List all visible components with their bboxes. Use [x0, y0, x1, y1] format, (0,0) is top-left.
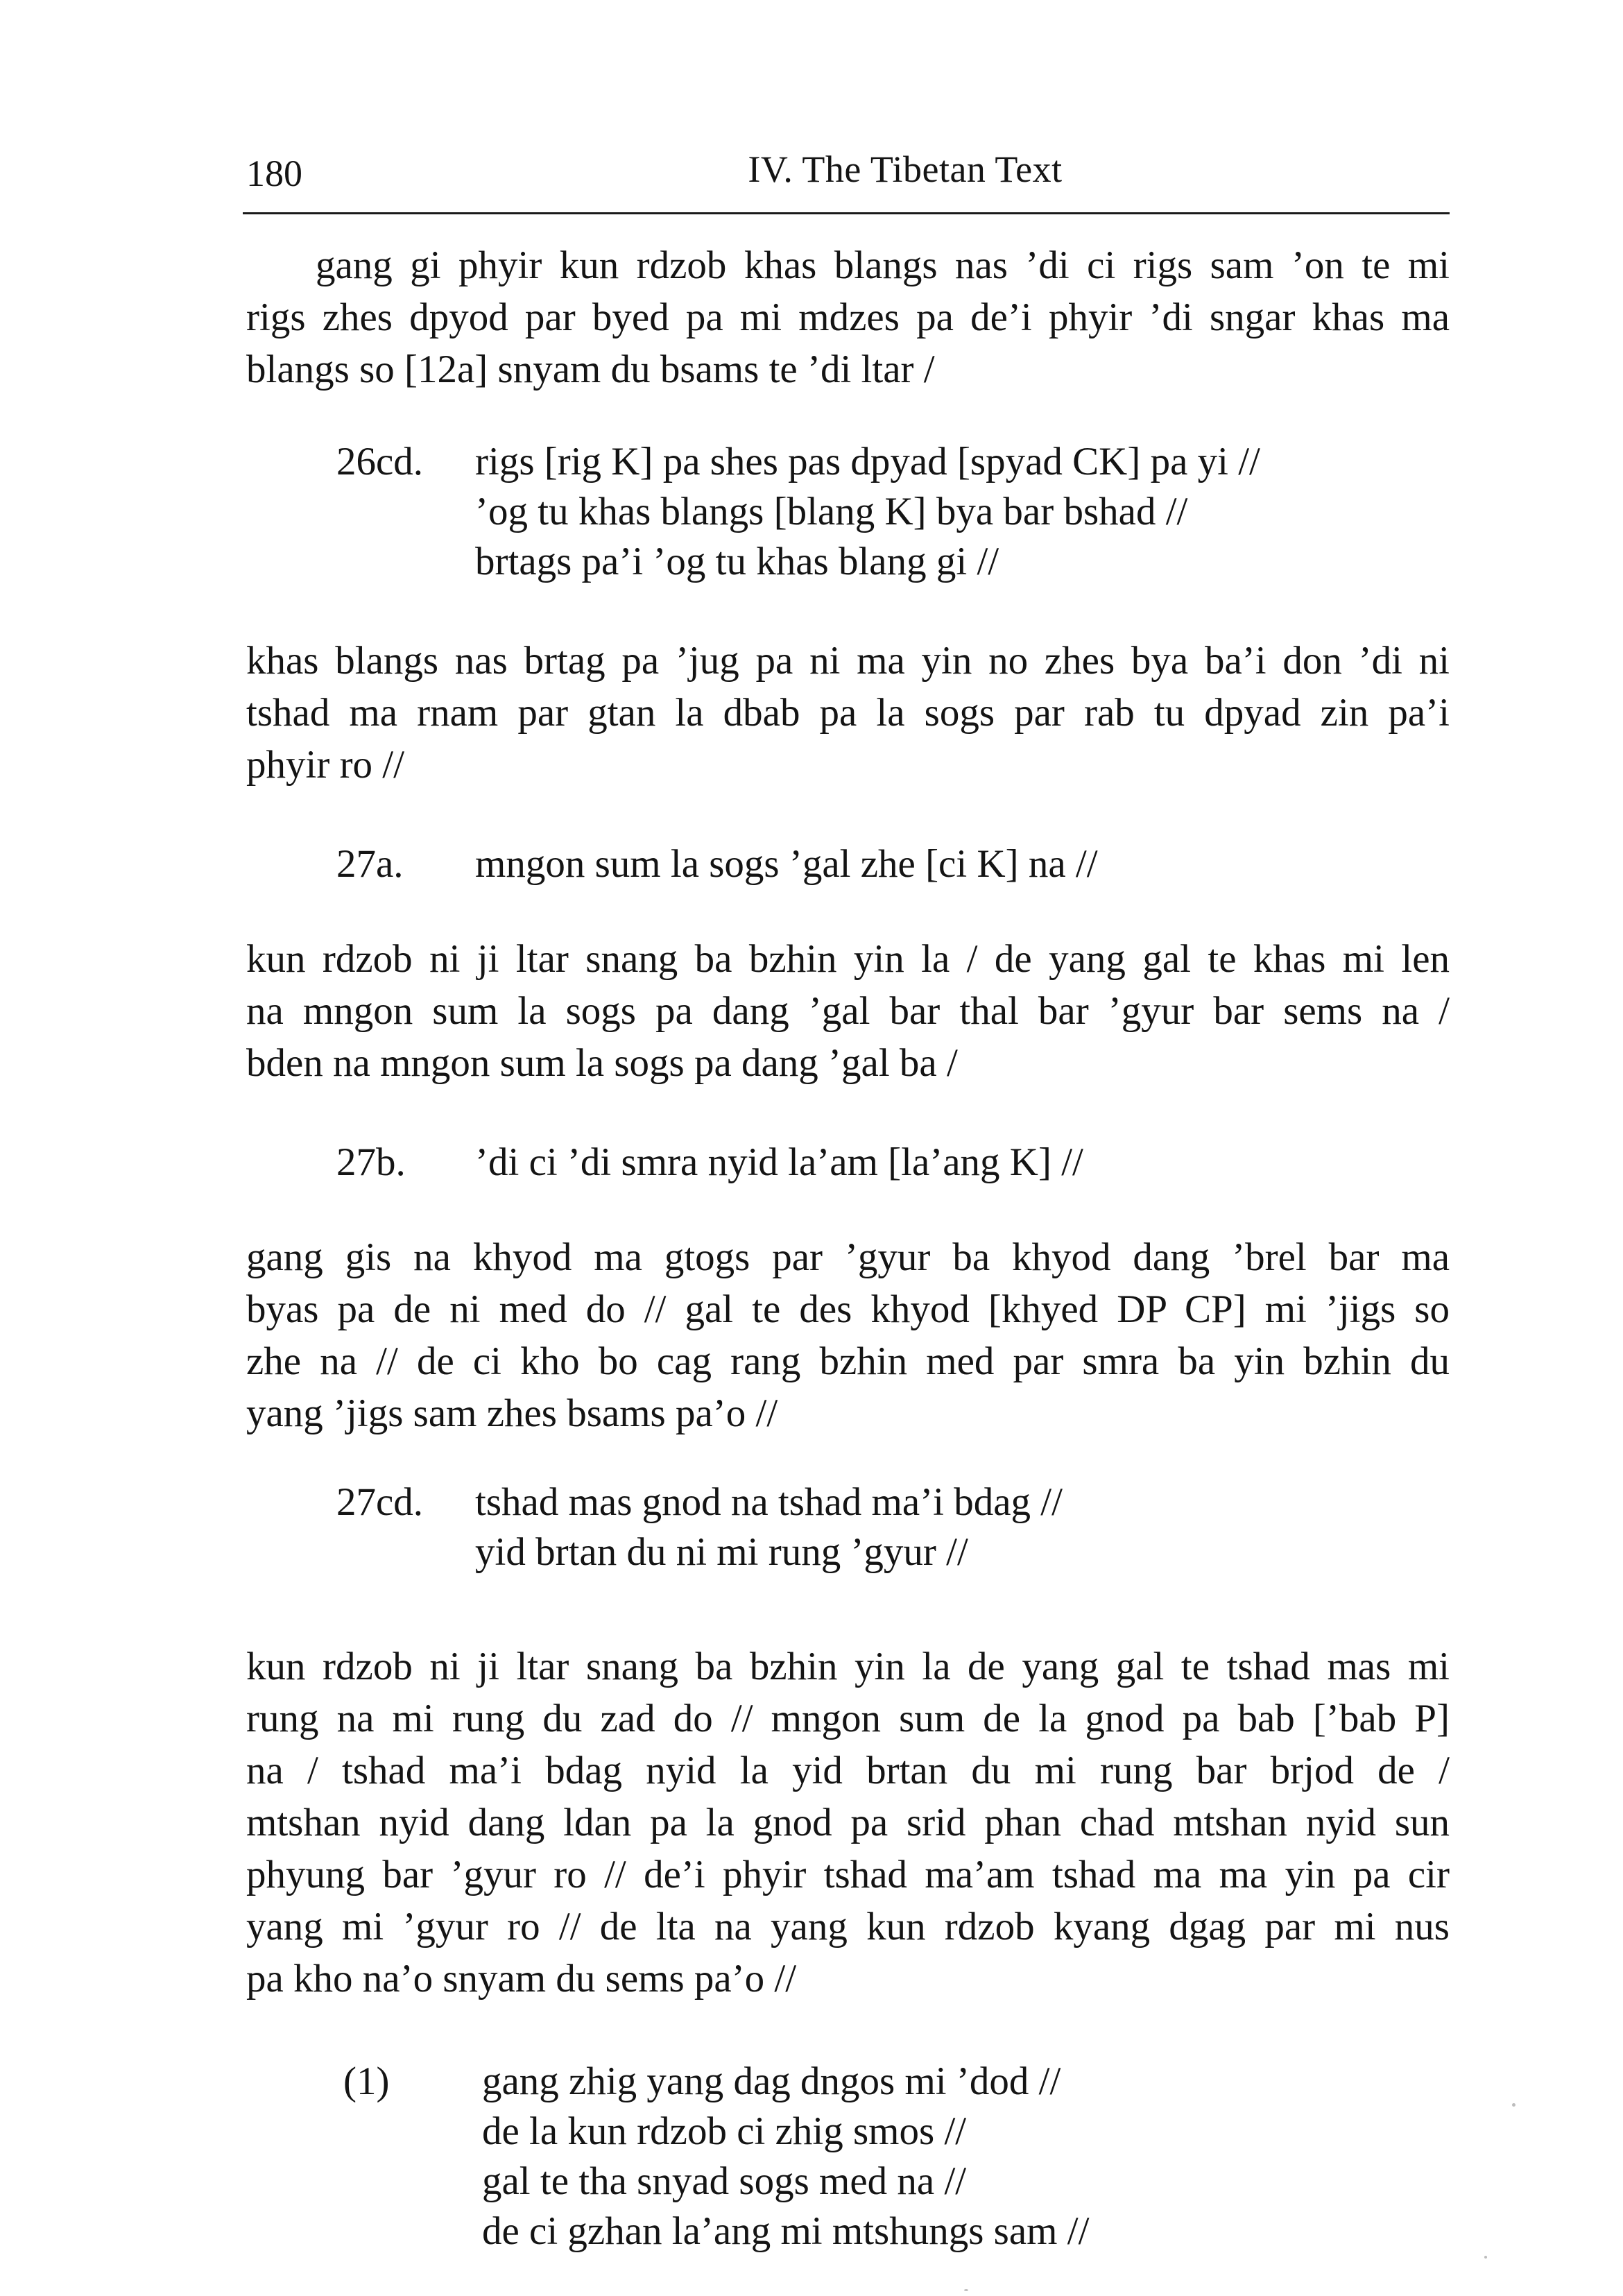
verse-line: de la kun rdzob ci zhig smos // [482, 2109, 967, 2153]
verse-line: tshad mas gnod na tshad ma’i bdag // [475, 1480, 1063, 1524]
paragraph-line: khas blangs nas brtag pa ’jug pa ni ma yin no zhes bya ba’i don ’di ni [246, 639, 1450, 683]
scan-speck [1512, 2103, 1515, 2107]
paragraph-line: bden na mngon sum la sogs pa dang ’gal ba / [246, 1041, 958, 1085]
paragraph-3 [246, 933, 1450, 1089]
paragraph-line: na / tshad ma’i bdag nyid la yid brtan du mi rung bar brjod de / [246, 1749, 1450, 1792]
paragraph-line: gang gis na khyod ma gtogs par ’gyur ba khyod dang ’brel bar ma [246, 1235, 1450, 1279]
paragraph-line: pa kho na’o snyam du sems pa’o // [246, 1957, 797, 2001]
verse-line: mngon sum la sogs ’gal zhe [ci K] na // [475, 842, 1098, 886]
paragraph-line: na mngon sum la sogs pa dang ’gal bar thal bar ’gyur bar sems na / [246, 989, 1450, 1033]
page-header [246, 146, 1450, 215]
paragraph-line: kun rdzob ni ji ltar snang ba bzhin yin la de yang gal te tshad mas mi [246, 1645, 1450, 1688]
paragraph-line: rung na mi rung du zad do // mngon sum de la gnod pa bab [’bab P] [246, 1697, 1450, 1740]
scan-speck [1484, 2256, 1487, 2259]
paragraph-line: phyir ro // [246, 743, 404, 787]
paragraph-line: byas pa de ni med do // gal te des khyod [khyed DP CP] mi ’jigs so [246, 1287, 1450, 1331]
paragraph-line: phyung bar ’gyur ro // de’i phyir tshad ma’am tshad ma ma yin pa cir [246, 1853, 1450, 1896]
verse-lines [475, 437, 1260, 587]
paragraph-line: tshad ma rnam par gtan la dbab pa la sogs par rab tu dpyad zin pa’i [246, 691, 1450, 735]
verse-number: 27a. [336, 842, 404, 886]
paragraph-line: blangs so [12a] snyam du bsams te ’di ltar / [246, 348, 935, 391]
paragraph-line: yang mi ’gyur ro // de lta na yang kun rdzob kyang dgag par mi nus [246, 1905, 1450, 1948]
verse-line: gang zhig yang dag dngos mi ’dod // [482, 2059, 1061, 2103]
verse-line: gal te tha snyad sogs med na // [482, 2159, 967, 2203]
paragraph-1 [246, 239, 1450, 395]
paragraph-2 [246, 635, 1450, 791]
verse-line: brtags pa’i ’og tu khas blang gi // [475, 540, 999, 583]
paragraph-line: mtshan nyid dang ldan pa la gnod pa srid phan chad mtshan nyid sun [246, 1801, 1450, 1844]
verse-number: 27b. [336, 1140, 406, 1184]
paragraph-4 [246, 1231, 1450, 1439]
verse-number: 26cd. [336, 440, 424, 483]
paragraph-line: kun rdzob ni ji ltar snang ba bzhin yin la / de yang gal te khas mi len [246, 937, 1450, 981]
verse-line: ’di ci ’di smra nyid la’am [la’ang K] // [475, 1140, 1083, 1184]
paragraph-line: gang gi phyir kun rdzob khas blangs nas ’di ci rigs sam ’on te mi [316, 243, 1450, 287]
verse-number: (1) [343, 2059, 390, 2103]
verse-lines [475, 1138, 1083, 1188]
paragraph-line: yang ’jigs sam zhes bsams pa’o // [246, 1391, 778, 1435]
verse-line: yid brtan du ni mi rung ’gyur // [475, 1530, 968, 1574]
paragraph-5 [246, 1640, 1450, 2005]
verse-lines [475, 1477, 1063, 1577]
verse-line: ’og tu khas blangs [blang K] bya bar bshad // [475, 490, 1188, 533]
verse-lines [482, 2057, 1089, 2256]
paragraph-line: rigs zhes dpyod par byed pa mi mdzes pa de’i phyir ’di sngar khas ma [246, 295, 1450, 339]
verse-line: rigs [rig K] pa shes pas dpyad [spyad CK] pa yi // [475, 440, 1260, 483]
verse-line: de ci gzhan la’ang mi mtshungs sam // [482, 2209, 1090, 2253]
verse-number: 27cd. [336, 1480, 424, 1524]
running-head: IV. The Tibetan Text [748, 148, 1063, 190]
header-rule [243, 212, 1450, 214]
page-number: 180 [246, 153, 302, 194]
paragraph-line: zhe na // de ci kho bo cag rang bzhin med par smra ba yin bzhin du [246, 1339, 1450, 1383]
verse-lines [475, 839, 1098, 889]
scan-speck [964, 2289, 968, 2291]
